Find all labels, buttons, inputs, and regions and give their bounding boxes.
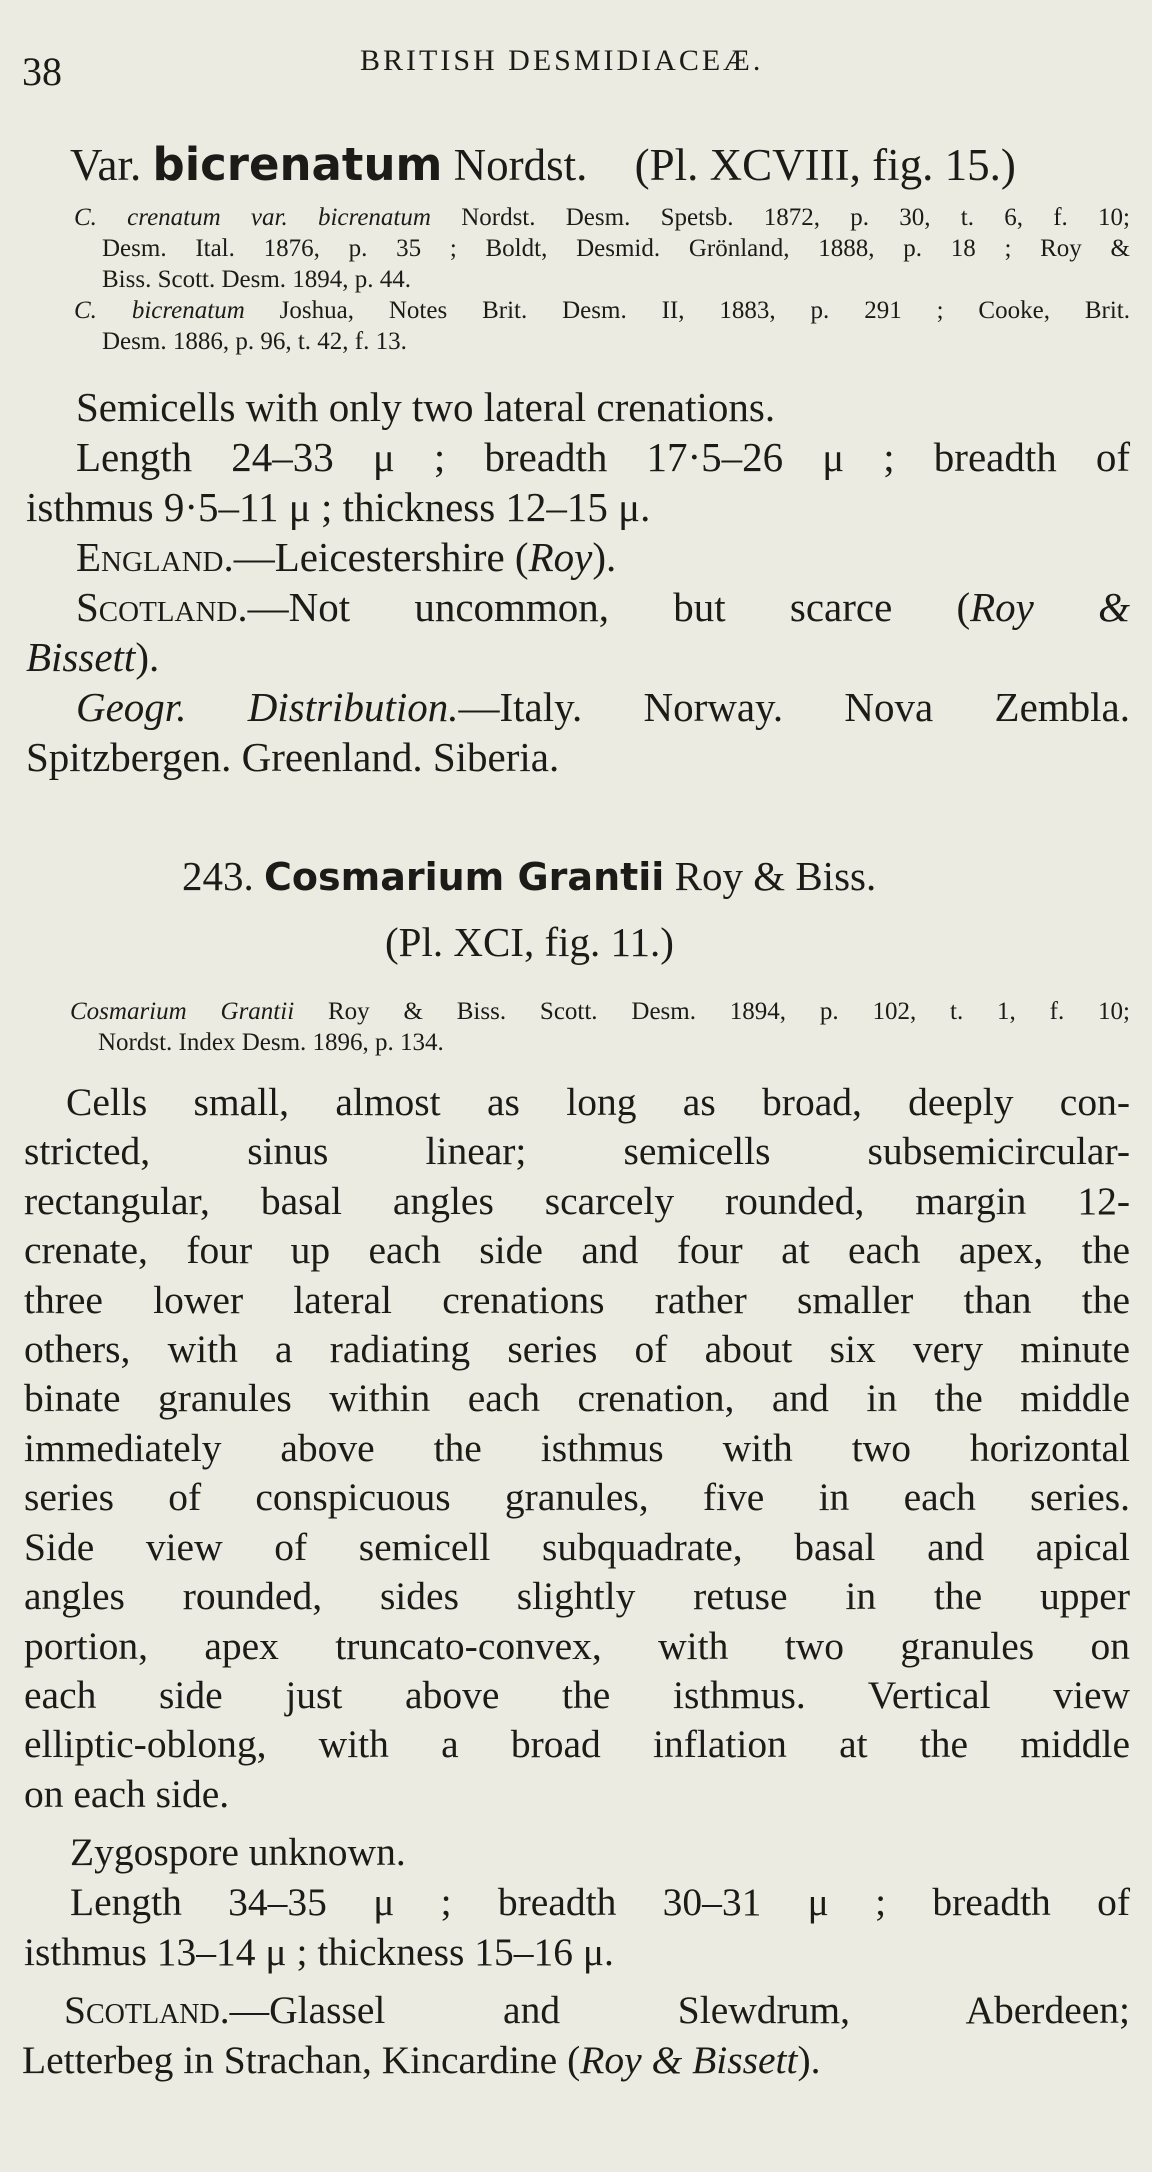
synonym-line (102, 233, 1130, 264)
synonym-line (102, 264, 411, 295)
description-line: crenate, four up each side and four at each apex, the (24, 1228, 1130, 1272)
authority: Roy (528, 534, 593, 580)
description-line: on each side. (24, 1772, 230, 1816)
synonym-italic: C. crenatum var. bicrenatum (74, 204, 431, 231)
synonym-text: Nordst. Index Desm. 1896, p. 134. (98, 1029, 444, 1056)
variety-plate-reference: (Pl. XCVIII, fig. 15.) (634, 140, 1016, 190)
distribution-label: Geogr. Distribution. (76, 684, 459, 730)
description-line: angles rounded, sides slightly retuse in the upper (24, 1574, 1130, 1618)
variety-england-record (76, 532, 616, 582)
description-line: rectangular, basal angles scarcely rounded, margin 12- (24, 1179, 1130, 1223)
synonym-text: Roy & Biss. Scott. Desm. 1894, p. 102, t. 1, f. 10; (294, 998, 1130, 1025)
description-line: binate granules within each crenation, and in the middle (24, 1376, 1130, 1420)
record-text: ). (135, 634, 160, 680)
variety-scotland-record-cont (26, 632, 159, 682)
synonym-text: Nordst. Desm. Spetsb. 1872, p. 30, t. 6, f. 10; (430, 204, 1130, 231)
record-text: ). (592, 534, 617, 580)
record-text: —Glassel and Slewdrum, Aberdeen; (229, 1988, 1130, 2032)
running-title: BRITISH DESMIDIACEÆ. (360, 44, 764, 77)
description-line: others, with a radiating series of about six very minute (24, 1327, 1130, 1371)
variety-name: bicrenatum (152, 138, 443, 191)
page-number: 38 (22, 49, 62, 94)
record-text: ). (797, 2038, 821, 2082)
description-line: immediately above the isthmus with two horizontal (24, 1426, 1130, 1470)
distribution-text: —Italy. Norway. Nova Zembla. (458, 684, 1130, 730)
synonym-italic: Cosmarium Grantii (70, 998, 295, 1025)
authority: Roy & (970, 584, 1130, 630)
variety-measurements-cont: isthmus 9·5–11 μ ; thickness 12–15 μ. (26, 484, 651, 530)
synonym-line (74, 295, 1130, 326)
variety-prefix: Var. (70, 140, 142, 190)
species-plate-reference: (Pl. XCI, fig. 11.) (385, 919, 674, 965)
variety-description: Semicells with only two lateral crenations. (76, 384, 776, 430)
variety-distribution-cont: Spitzbergen. Greenland. Siberia. (26, 734, 560, 780)
synonym-line (102, 326, 407, 357)
species-scotland-record-cont (22, 2036, 821, 2085)
variety-measurements: Length 24–33 μ ; breadth 17·5–26 μ ; breadth of (76, 434, 1130, 480)
species-measurements: Length 34–35 μ ; breadth 30–31 μ ; breadth of (70, 1880, 1130, 1924)
zygospore-note: Zygospore unknown. (70, 1830, 406, 1874)
description-line: stricted, sinus linear; semicells subsemicircular- (24, 1129, 1130, 1173)
region-label: Scotland. (76, 584, 248, 630)
synonym-text: Joshua, Notes Brit. Desm. II, 1883, p. 291 ; Cooke, Brit. (244, 297, 1130, 324)
synonym-line (70, 996, 1130, 1027)
description-line: each side just above the isthmus. Vertical view (24, 1673, 1130, 1717)
species-number: 243. (182, 853, 254, 899)
species-author: Roy & Biss. (674, 853, 877, 899)
region-label: England. (76, 534, 234, 580)
species-measurements-cont: isthmus 13–14 μ ; thickness 15–16 μ. (24, 1930, 614, 1974)
region-label: Scotland. (64, 1988, 230, 2032)
record-text: —Leicestershire ( (233, 534, 529, 580)
species-name: Cosmarium Grantii (264, 855, 665, 899)
species-scotland-record (64, 1986, 1130, 2035)
variety-heading (70, 138, 1016, 191)
description-line: elliptic-oblong, with a broad inflation at the middle (24, 1722, 1130, 1766)
synonym-line (74, 202, 1130, 233)
description-line: Side view of semicell subquadrate, basal and apical (24, 1525, 1130, 1569)
variety-distribution (76, 682, 1130, 732)
variety-author: Nordst. (453, 140, 588, 190)
variety-scotland-record (76, 582, 1130, 632)
synonym-text: Desm. Ital. 1876, p. 35 ; Boldt, Desmid. Grönland, 1888, p. 18 ; Roy & (102, 235, 1130, 262)
description-line: series of conspicuous granules, five in each series. (24, 1475, 1130, 1519)
synonym-italic: C. bicrenatum (74, 297, 245, 324)
description-line: three lower lateral crenations rather smaller than the (24, 1278, 1130, 1322)
record-text: Letterbeg in Strachan, Kincardine ( (22, 2038, 581, 2082)
species-heading (182, 852, 876, 900)
description-line: Cells small, almost as long as broad, deeply con- (66, 1080, 1130, 1124)
authority: Roy & Bissett (580, 2038, 798, 2082)
record-text: —Not uncommon, but scarce ( (247, 584, 971, 630)
synonym-line (98, 1027, 444, 1058)
authority: Bissett (26, 634, 136, 680)
synonym-text: Biss. Scott. Desm. 1894, p. 44. (102, 266, 412, 293)
description-line: portion, apex truncato-convex, with two granules on (24, 1624, 1130, 1668)
synonym-text: Desm. 1886, p. 96, t. 42, f. 13. (102, 328, 407, 355)
